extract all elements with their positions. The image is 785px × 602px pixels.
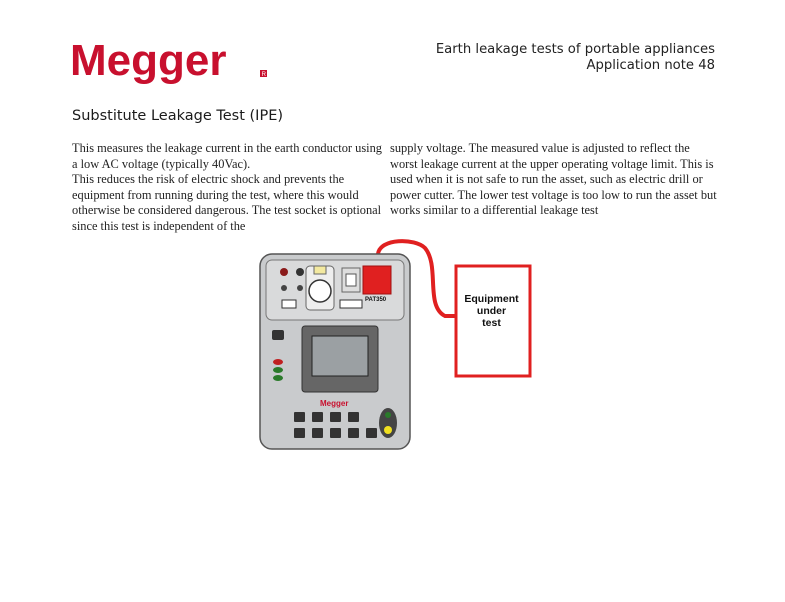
svg-text:R: R [261, 72, 266, 78]
eut-label-line: test [482, 317, 501, 329]
header-note-number: Application note 48 [586, 58, 715, 73]
paragraph: This measures the leakage current in the earth conductor using a low AC voltage (typically 40Vac). [72, 141, 382, 171]
device-brand-label: Megger [320, 399, 349, 408]
section-heading: Substitute Leakage Test (IPE) [72, 108, 284, 124]
device-model-label: PAT350 [365, 297, 387, 303]
body-column-left [72, 141, 388, 235]
pat350-device [260, 254, 410, 449]
equipment-under-test-label [455, 293, 528, 329]
body-column-right [390, 141, 720, 219]
paragraph: supply voltage. The measured value is adjusted to reflect the worst leakage current at the upper operating voltage limit. This is used when it is not safe to run the asset, such as electric drill or power cutter. The lower test voltage is too low to run the asset but works similar to a differential leakage test [390, 141, 717, 218]
megger-logo [70, 42, 270, 84]
header-title: Earth leakage tests of portable appliances [435, 42, 715, 57]
eut-label-line: under [476, 305, 507, 317]
pat-test-diagram [250, 236, 540, 466]
paragraph: This reduces the risk of electric shock and prevents the equipment from running during the test, where this would otherwise be considered dangerous. The test socket is optional since this test is independent of the [72, 172, 382, 233]
eut-label-line: Equipment [464, 293, 519, 305]
logo-wordmark: Megger [70, 42, 227, 84]
document-header [436, 42, 715, 74]
